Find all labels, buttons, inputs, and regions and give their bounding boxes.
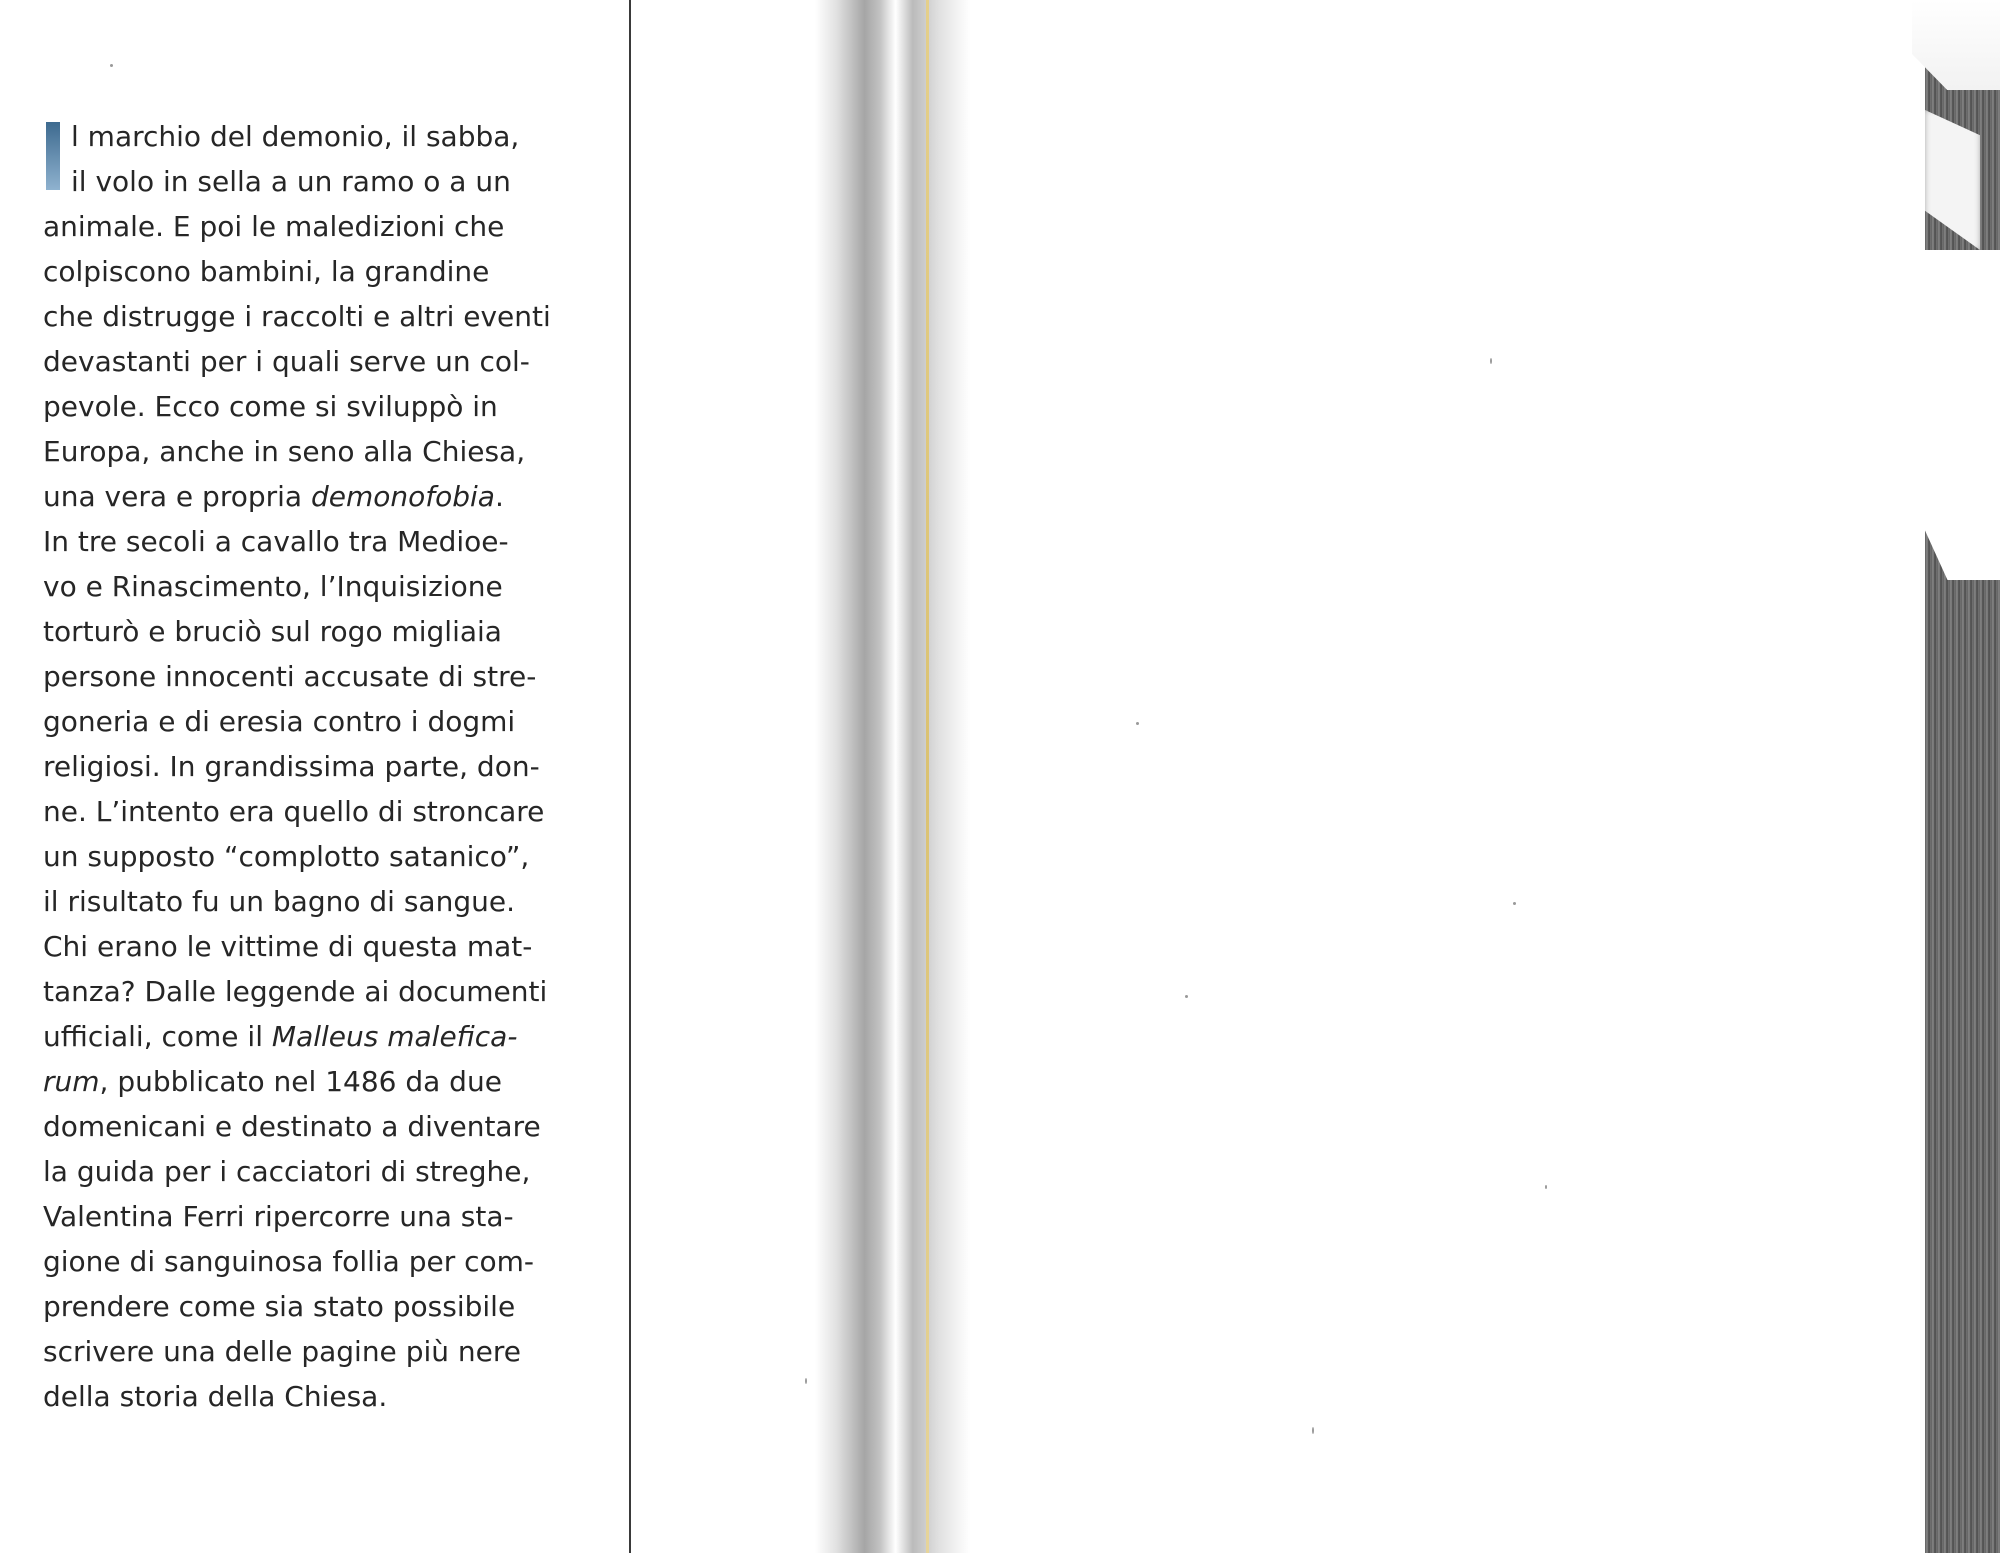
back-cover-blurb bbox=[43, 114, 551, 1419]
blurb-line: il volo in sella a un ramo o a un bbox=[71, 165, 511, 198]
blurb-line: ne. L’intento era quello di stroncare bbox=[43, 795, 545, 828]
blurb-line: Europa, anche in seno alla Chiesa, bbox=[43, 435, 526, 468]
blurb-line: In tre secoli a cavallo tra Medioe- bbox=[43, 525, 509, 558]
italic-title: demonofobia bbox=[310, 480, 495, 513]
blurb-line: vo e Rinascimento, l’Inquisizione bbox=[43, 570, 503, 603]
dust-speck bbox=[1490, 358, 1492, 364]
blurb-line: scrivere una delle pagine più nere bbox=[43, 1335, 521, 1368]
dust-speck bbox=[1545, 1185, 1547, 1189]
blurb-line: tanza? Dalle leggende ai documenti bbox=[43, 975, 548, 1008]
blurb-line: il risultato fu un bagno di sangue. bbox=[43, 885, 515, 918]
italic-title: rum bbox=[43, 1065, 100, 1098]
blurb-line: gione di sanguinosa follia per com- bbox=[43, 1245, 535, 1278]
blurb-line: un supposto “complotto satanico”, bbox=[43, 840, 530, 873]
dust-speck bbox=[1312, 1427, 1314, 1434]
blurb-line: una vera e propria demonofobia. bbox=[43, 480, 504, 513]
blurb-line: la guida per i cacciatori di streghe, bbox=[43, 1155, 531, 1188]
blurb-line: religiosi. In grandissima parte, don- bbox=[43, 750, 540, 783]
dust-speck bbox=[1136, 722, 1139, 725]
spine-shadow bbox=[815, 0, 970, 1553]
dust-speck bbox=[805, 1378, 807, 1384]
dust-speck bbox=[1185, 995, 1188, 998]
blurb-line: goneria e di eresia contro i dogmi bbox=[43, 705, 516, 738]
dust-speck bbox=[1513, 902, 1516, 905]
blurb-line: della storia della Chiesa. bbox=[43, 1380, 388, 1413]
blurb-line: rum, pubblicato nel 1486 da due bbox=[43, 1065, 502, 1098]
blurb-line: animale. E poi le maledizioni che bbox=[43, 210, 505, 243]
blurb-line: pevole. Ecco come si sviluppò in bbox=[43, 390, 498, 423]
blurb-line: torturò e bruciò sul rogo migliaia bbox=[43, 615, 502, 648]
spine-gold-line bbox=[926, 0, 929, 1553]
blurb-line: l marchio del demonio, il sabba, bbox=[71, 120, 520, 153]
page-stack-gap bbox=[1925, 250, 2000, 580]
blurb-line: ufficiali, come il Malleus malefica- bbox=[43, 1020, 518, 1053]
dust-speck bbox=[110, 64, 113, 67]
blurb-line: colpiscono bambini, la grandine bbox=[43, 255, 490, 288]
blurb-line: Valentina Ferri ripercorre una sta- bbox=[43, 1200, 514, 1233]
italic-title: Malleus malefica- bbox=[271, 1020, 518, 1053]
blurb-line: Chi erano le vittime di questa mat- bbox=[43, 930, 533, 963]
blurb-line: prendere come sia stato possibile bbox=[43, 1290, 516, 1323]
blurb-line: domenicani e destinato a diventare bbox=[43, 1110, 541, 1143]
blurb-line: che distrugge i raccolti e altri eventi bbox=[43, 300, 551, 333]
blurb-line: devastanti per i quali serve un col- bbox=[43, 345, 530, 378]
blurb-line: persone innocenti accusate di stre- bbox=[43, 660, 537, 693]
